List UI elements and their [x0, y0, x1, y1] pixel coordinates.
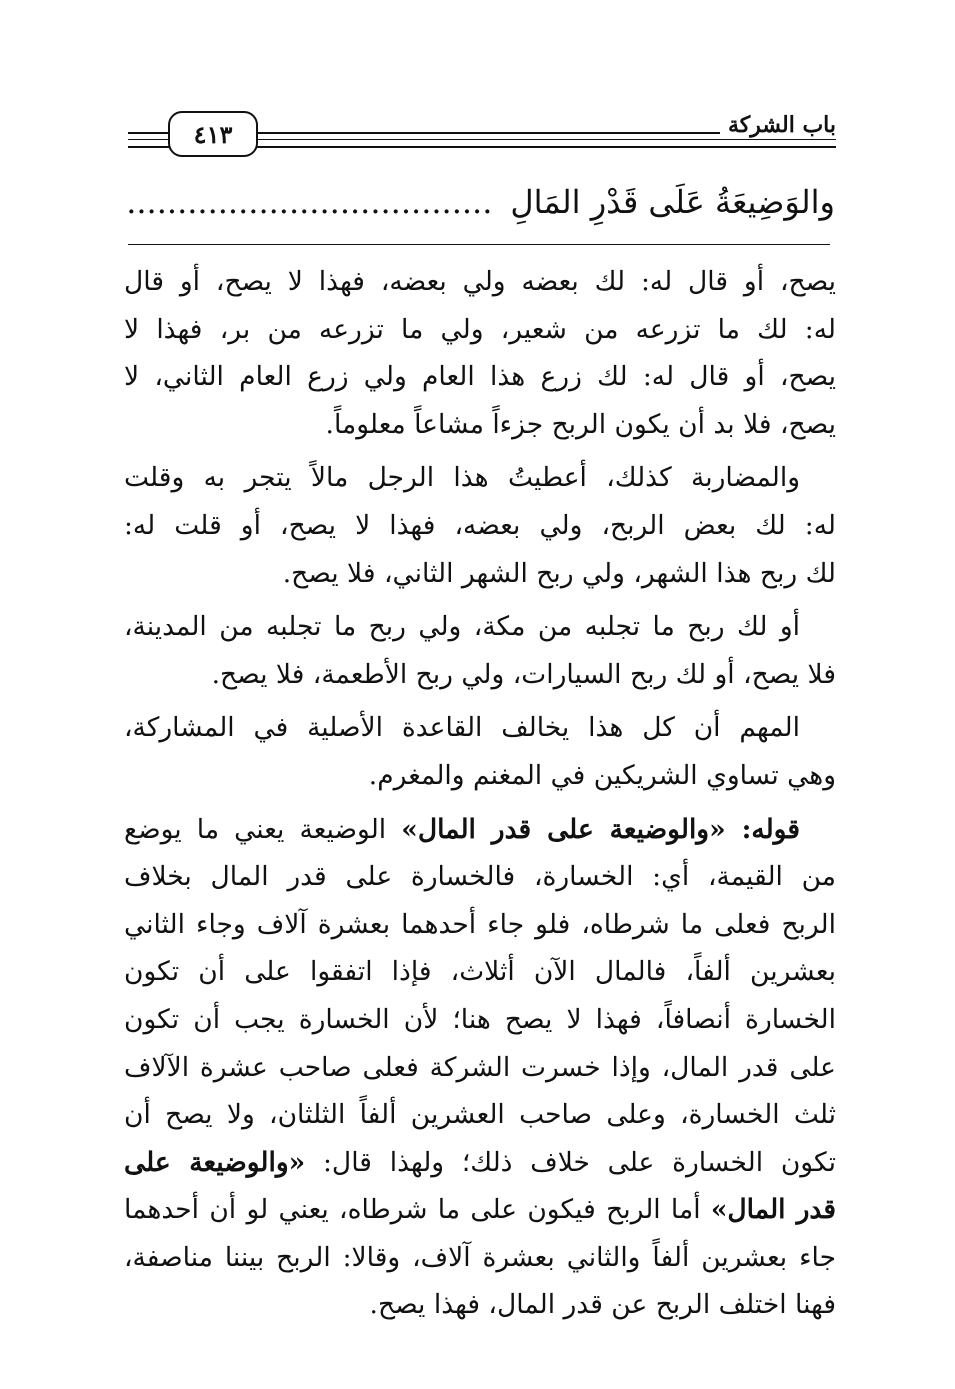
paragraph-3: [124, 603, 836, 698]
matn-dots: ....................................: [126, 183, 493, 221]
text-fragment: أما الربح فيكون على ما شرطاه، يعني لو أن أحدهما: [124, 1194, 711, 1226]
text-line: بعشرين ألفاً، فالمال الآن أثلاث، فإذا اتفقوا على أن تكون: [124, 956, 836, 988]
text-line: فلا يصح، أو لك ربح السيارات، ولي ربح الأطعمة، فلا يصح.: [211, 658, 836, 690]
text-line: الربح فعلى ما شرطاه، فلو جاء أحدهما بعشرة آلاف وجاء الثاني: [124, 908, 836, 940]
text-line: يصح، أو قال له: لك زرع هذا العام ولي زرع العام الثاني، لا: [124, 361, 836, 393]
paragraph-5: [124, 806, 836, 1330]
paragraph-2: [124, 454, 836, 597]
text-line: يصح، فلا بد أن يكون الربح جزءاً مشاعاً معلوماً.: [325, 408, 836, 440]
quote-bold: «والوضيعة على: [124, 1146, 306, 1178]
quote-bold: قوله: «والوضيعة على قدر المال»: [401, 813, 800, 845]
text-line: من القيمة، أي: الخسارة، فالخسارة على قدر المال بخلاف: [124, 861, 836, 893]
text-line: له: لك ما تزرعه من شعير، ولي ما تزرعه من بر، فهذا لا: [124, 313, 836, 345]
text-line: على قدر المال، وإذا خسرت الشركة فعلى صاحب عشرة الآلاف: [124, 1051, 836, 1083]
text-line: له: لك بعض الربح، ولي بعضه، فهذا لا يصح، أو قلت له:: [124, 509, 836, 541]
chapter-title: باب الشركة: [720, 112, 836, 138]
quote-bold: قدر المال»: [710, 1194, 836, 1226]
text-line: المهم أن كل هذا يخالف القاعدة الأصلية في المشاركة،: [124, 712, 800, 744]
matn-divider: [128, 244, 830, 245]
page-number: ٤١٣: [193, 119, 233, 149]
matn-line: [119, 176, 835, 228]
text-line: جاء بعشرين ألفاً والثاني بعشرة آلاف، وقالا: الربح بيننا مناصفة،: [124, 1241, 836, 1273]
text-line: يصح، أو قال له: لك بعضه ولي بعضه، فهذا لا يصح، أو قال: [124, 266, 836, 297]
text-line: [124, 1186, 836, 1234]
paragraph-1: [124, 258, 836, 448]
text-line: وهي تساوي الشريكين في المغنم والمغرم.: [368, 759, 836, 791]
paragraph-4: [124, 704, 836, 799]
text-line: لك ربح هذا الشهر، ولي ربح الشهر الثاني، فلا يصح.: [282, 557, 836, 589]
text-line: فهنا اختلف الربح عن قدر المال، فهذا يصح.: [369, 1289, 836, 1321]
text-line: أو لك ربح ما تجلبه من مكة، ولي ربح ما تجلبه من المدينة،: [124, 611, 800, 643]
text-line: [124, 806, 836, 854]
text-line: ثلث الخسارة، وعلى صاحب العشرين ألفاً الثلثان، ولا يصح أن: [124, 1099, 836, 1131]
text-line: الخسارة أنصافاً، فهذا لا يصح هنا؛ لأن الخسارة يجب أن تكون: [124, 1003, 836, 1035]
text-line: [124, 1139, 836, 1187]
page-number-box: [168, 111, 258, 157]
text-fragment: الوضيعة يعني ما يوضع: [124, 813, 402, 845]
text-line: والمضاربة كذلك، أعطيتُ هذا الرجل مالاً يتجر به وقلت: [124, 462, 800, 494]
page-header: [128, 108, 836, 156]
text-fragment: تكون الخسارة على خلاف ذلك؛ ولهذا قال:: [305, 1146, 836, 1178]
matn-text: والوَضِيعَةُ عَلَى قَدْرِ المَالِ: [510, 183, 835, 221]
commentary-body: [124, 258, 836, 1329]
